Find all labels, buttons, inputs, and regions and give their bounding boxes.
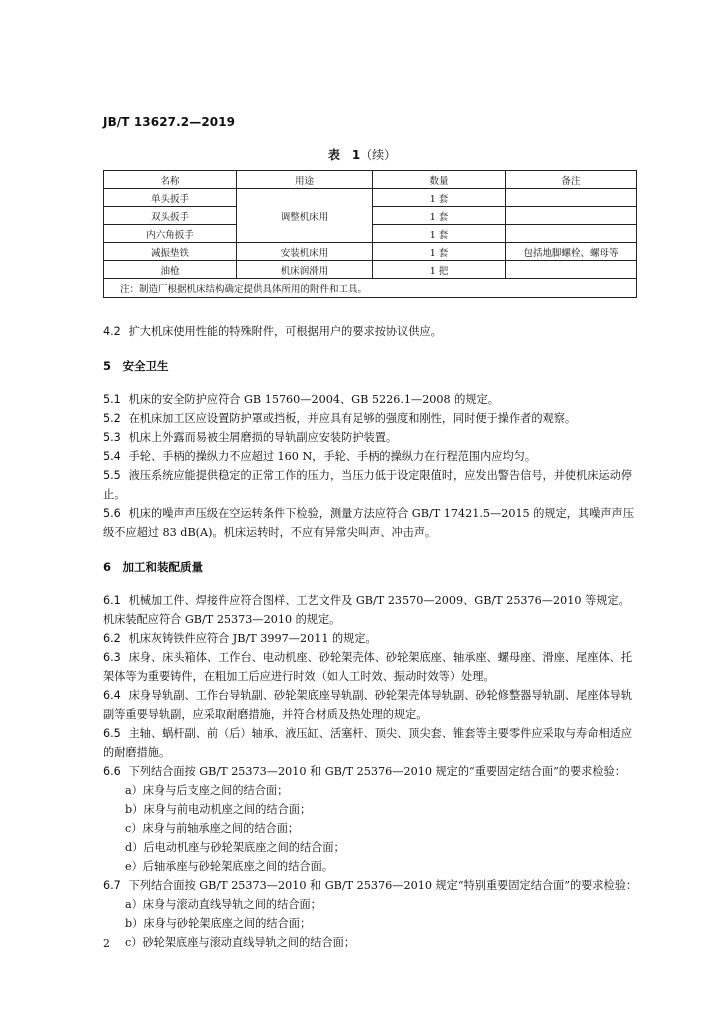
table-row: [104, 261, 637, 279]
list-item: b）床身与砂轮架底座之间的结合面；: [125, 917, 312, 930]
accessories-table: [103, 170, 637, 298]
cell-remark: [506, 261, 637, 279]
cell-use: 机床润滑用: [237, 261, 373, 279]
cell-name: 内六角扳手: [104, 225, 237, 243]
cell-use-merged: 调整机床用: [237, 189, 373, 243]
column-header-name: 名称: [104, 171, 237, 189]
cell-name: 单头扳手: [104, 189, 237, 207]
table-note: 注：制造厂根据机床结构确定提供具体所用的附件和工具。: [104, 279, 637, 298]
clause-6-2: 6.2 机床灰铸铁件应符合 JB/T 3997—2011 的规定。: [103, 632, 377, 645]
clause-6-1: 6.1 机械加工件、焊接件应符合图样、工艺文件及 GB/T 23570—2009、GB/T 25376—2010 等规定。机床装配应符合 GB/T 25373—2010 的规定。: [103, 594, 630, 626]
clause-6-7: 6.7 下列结合面按 GB/T 25373—2010 和 GB/T 25376—2010 规定“特别重要固定结合面”的要求检验：: [103, 879, 638, 892]
cell-use: 安装机床用: [237, 243, 373, 261]
table-caption-label: 表 1: [327, 148, 361, 162]
page-number: 2: [103, 937, 110, 950]
cell-remark: [506, 189, 637, 207]
clause-5-4: 5.4 手轮、手柄的操纵力不应超过 160 N，手轮、手柄的操纵力在行程范围内应均匀。: [103, 450, 537, 463]
clause-6-3: 6.3 床身、床头箱体、工作台、电动机座、砂轮架壳体、砂轮架底座、轴承座、螺母座、滑座、尾座体、托架体等为重要铸件，在粗加工后应进行时效（如人工时效、振动时效等）处理。: [103, 651, 633, 683]
cell-name: 减振垫铁: [104, 243, 237, 261]
clause-5-2: 5.2 在机床加工区应设置防护罩或挡板，并应具有足够的强度和刚性，同时便于操作者的观察。: [103, 412, 577, 425]
clause-5-5: 5.5 液压系统应能提供稳定的正常工作的压力，当压力低于设定限值时，应发出警告信号，并使机床运动停止。: [103, 469, 633, 501]
column-header-use: 用途: [237, 171, 373, 189]
table-caption: [0, 146, 724, 163]
cell-quantity: 1 把: [373, 261, 506, 279]
cell-name: 油枪: [104, 261, 237, 279]
clause-5-1: 5.1 机床的安全防护应符合 GB 15760—2004、GB 5226.1—2008 的规定。: [103, 393, 499, 406]
list-item: c）砂轮架底座与滚动直线导轨之间的结合面；: [125, 936, 356, 949]
list-item: c）床身与前轴承座之间的结合面；: [125, 822, 300, 835]
list-item: a）床身与后支座之间的结合面；: [125, 784, 289, 797]
clause-6-6: 6.6 下列结合面按 GB/T 25373—2010 和 GB/T 25376—2010 规定的“重要固定结合面”的要求检验：: [103, 765, 626, 778]
list-item: a）床身与滚动直线导轨之间的结合面；: [125, 898, 322, 911]
table-row: [104, 189, 637, 207]
clause-4-2: 4.2 扩大机床使用性能的特殊附件，可根据用户的要求按协议供应。: [103, 325, 442, 338]
list-item: b）床身与前电动机座之间的结合面；: [125, 803, 312, 816]
table-row: [104, 243, 637, 261]
clause-6-4: 6.4 床身导轨副、工作台导轨副、砂轮架底座导轨副、砂轮架壳体导轨副、砂轮修整器导轨副、尾座体导轨副等重要导轨副，应采取耐磨措施，并符合材质及热处理的规定。: [103, 689, 633, 721]
table-header-row: [104, 171, 637, 189]
cell-remark: [506, 207, 637, 225]
cell-quantity: 1 套: [373, 225, 506, 243]
clause-6-5: 6.5 主轴、蜗杆副、前（后）轴承、液压缸、活塞杆、顶尖、顶尖套、锥套等主要零件应采取与寿命相适应的耐磨措施。: [103, 727, 633, 759]
clause-5-3: 5.3 机床上外露而易被尘屑磨损的导轨副应安装防护装置。: [103, 431, 398, 444]
clause-5-6: 5.6 机床的噪声声压级在空运转条件下检验，测量方法应符合 GB/T 17421.5—2015 的规定，其噪声声压级不应超过 83 dB(A)。机床运转时，不应有异常尖叫声、冲击声。: [103, 507, 634, 539]
cell-quantity: 1 套: [373, 243, 506, 261]
cell-name: 双头扳手: [104, 207, 237, 225]
cell-remark: 包括地脚螺栓、螺母等: [506, 243, 637, 261]
table-note-row: [104, 279, 637, 298]
table-caption-suffix: （续）: [360, 148, 397, 162]
document-id-header: JB/T 13627.2—2019: [103, 115, 236, 129]
cell-quantity: 1 套: [373, 207, 506, 225]
section-5-heading: 5 安全卫生: [103, 359, 169, 373]
section-6-heading: 6 加工和装配质量: [103, 560, 204, 574]
cell-remark: [506, 225, 637, 243]
column-header-remark: 备注: [506, 171, 637, 189]
cell-quantity: 1 套: [373, 189, 506, 207]
list-item: e）后轴承座与砂轮架底座之间的结合面。: [125, 860, 333, 873]
column-header-quantity: 数量: [373, 171, 506, 189]
body-content: [103, 322, 638, 952]
list-item: d）后电动机座与砂轮架底座之间的结合面；: [125, 841, 345, 854]
